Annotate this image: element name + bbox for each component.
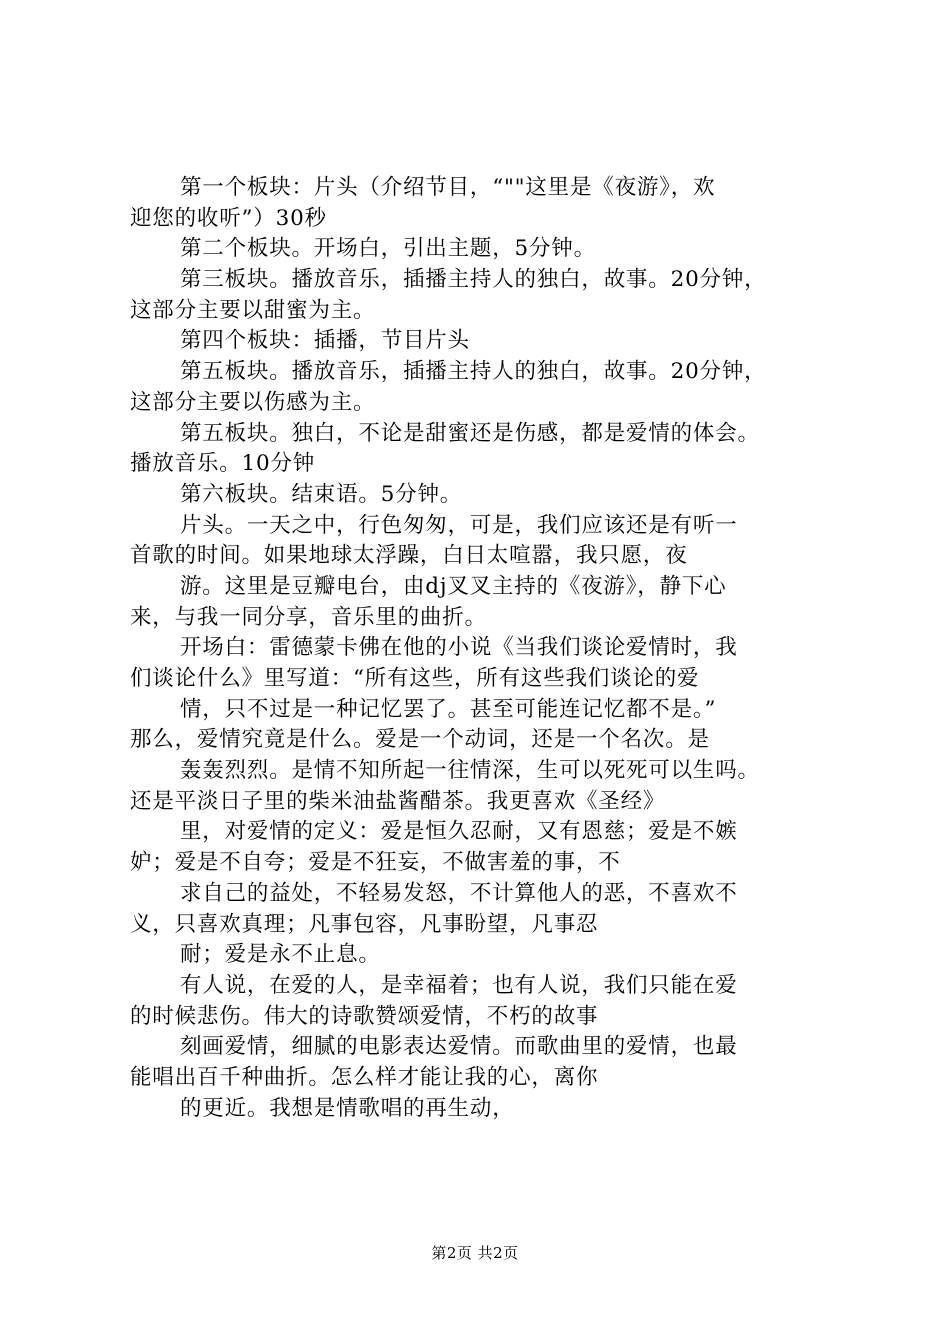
text-line: 里，对爱情的定义：爱是恒久忍耐，又有恩慈；爱是不嫉 (180, 819, 738, 845)
text-line: 第二个板块。开场白，引出主题，5分钟。 (180, 236, 596, 262)
text-line: 第五板块。播放音乐，插播主持人的独白，故事。20分钟， (180, 359, 767, 385)
text-line: 第五板块。独白，不论是甜蜜还是伤感，都是爱情的体会。 (180, 420, 760, 446)
text-line: 开场白：雷德蒙卡佛在他的小说《当我们谈论爱情时，我 (180, 635, 738, 661)
text-line: 有人说，在爱的人，是幸福着；也有人说，我们只能在爱 (180, 972, 738, 998)
text-line: 游。这里是豆瓣电台，由dj叉叉主持的《夜游》，静下心 (180, 573, 727, 599)
text-line: 播放音乐。10分钟 (130, 451, 316, 477)
text-line: 情，只不过是一种记忆罢了。甚至可能连记忆都不是。” (180, 696, 717, 722)
text-line: 求自己的益处，不轻易发怒，不计算他人的恶，不喜欢不 (180, 880, 738, 906)
text-line: 这部分主要以甜蜜为主。 (130, 297, 376, 323)
page-footer: 第2页 共2页 (431, 1244, 519, 1262)
text-line: 首歌的时间。如果地球太浮躁，白日太喧嚣，我只愿，夜 (130, 543, 688, 569)
text-line: 轰轰烈烈。是情不知所起一往情深，生可以死死可以生吗。 (180, 758, 760, 784)
text-line: 妒；爱是不自夸；爱是不狂妄，不做害羞的事，不 (130, 850, 621, 876)
text-line: 第四个板块：插播，节目片头 (180, 328, 470, 354)
text-line: 的更近。我想是情歌唱的再生动， (180, 1095, 515, 1121)
text-line: 第一个板块：片头（介绍节目，“""这里是《夜游》，欢 (180, 175, 716, 200)
text-line: 的时候悲伤。伟大的诗歌赞颂爱情，不朽的故事 (130, 1003, 599, 1029)
text-line: 义，只喜欢真理；凡事包容，凡事盼望，凡事忍 (130, 911, 599, 937)
text-line: 还是平淡日子里的柴米油盐酱醋茶。我更喜欢《圣经》 (130, 788, 666, 814)
text-line: 能唱出百千种曲折。怎么样才能让我的心，离你 (130, 1064, 599, 1090)
document-body (130, 173, 840, 1124)
text-line: 第三板块。播放音乐，插播主持人的独白，故事。20分钟， (180, 267, 767, 293)
text-line: 这部分主要以伤感为主。 (130, 389, 376, 415)
text-line: 迎您的收听”）30秒 (130, 205, 327, 231)
text-line: 刻画爱情，细腻的电影表达爱情。而歌曲里的爱情，也最 (180, 1034, 738, 1060)
text-line: 片头。一天之中，行色匆匆，可是，我们应该还是有听一 (180, 512, 738, 538)
text-line: 那么，爱情究竟是什么。爱是一个动词，还是一个名次。是 (130, 727, 710, 753)
text-line: 耐；爱是永不止息。 (180, 942, 381, 968)
text-line: 来，与我一同分享，音乐里的曲折。 (130, 604, 487, 630)
text-line: 们谈论什么》里写道：“所有这些，所有这些我们谈论的爱 (130, 666, 700, 691)
text-line: 第六板块。结束语。5分钟。 (180, 481, 463, 507)
